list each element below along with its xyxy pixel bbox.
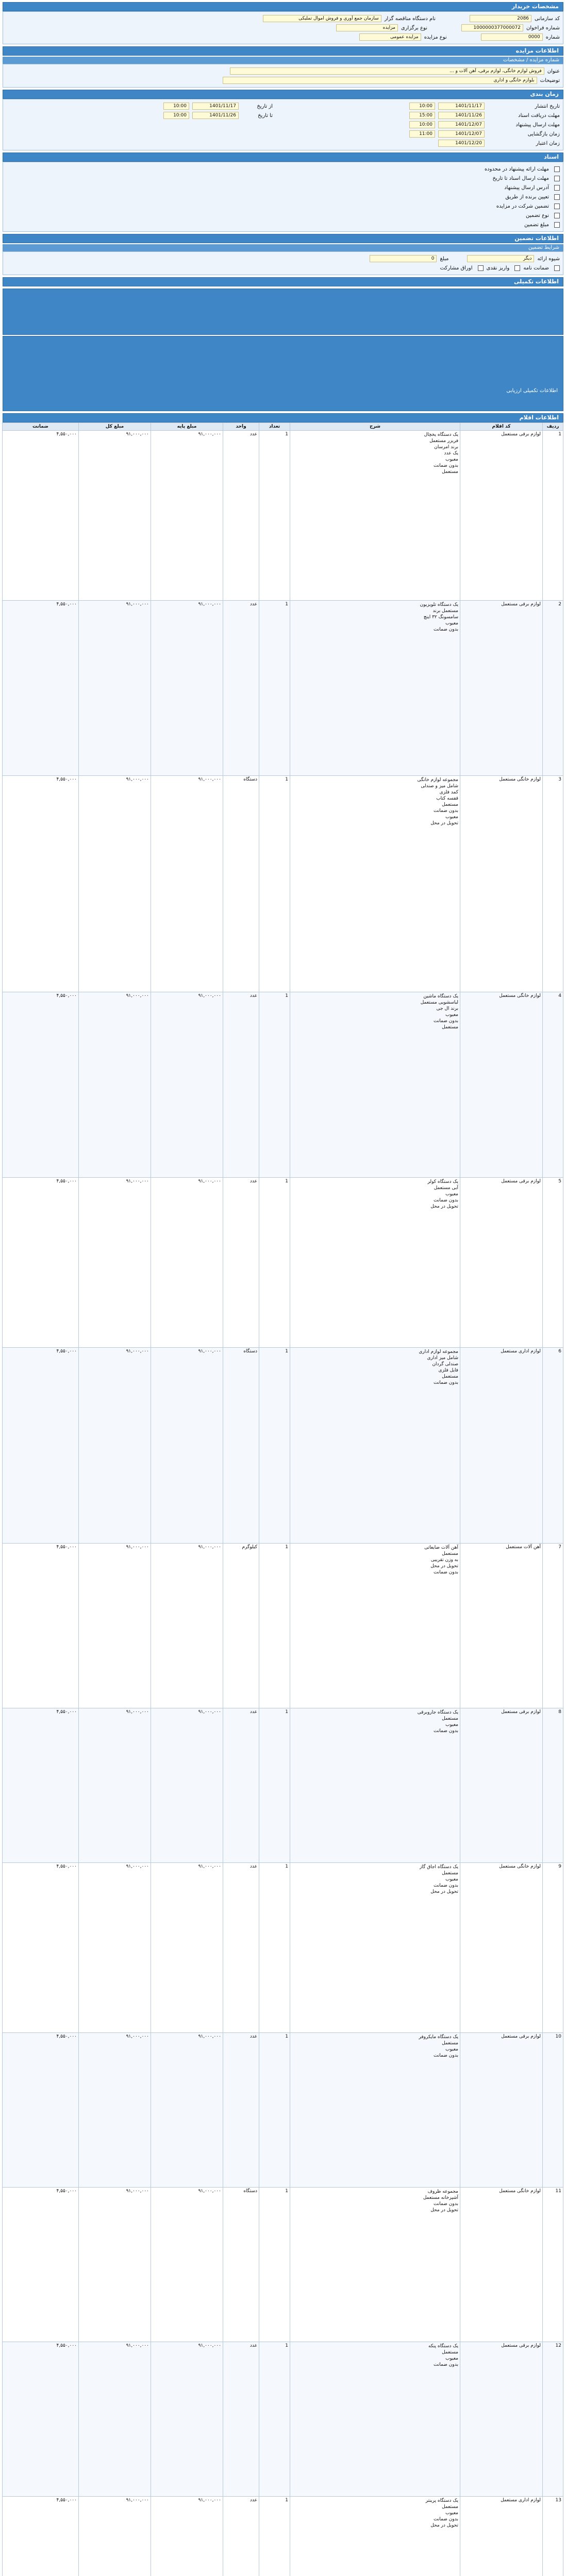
time-value: 11:00 [409, 130, 435, 138]
table-cell-unit: دستگاه [223, 776, 259, 992]
field-label: نام دستگاه مناقصه گزار [384, 15, 436, 22]
table-cell-desc: یک دستگاه اجاق گاز مستعمل معیوب بدون ضمانت تحویل در محل [290, 1863, 460, 2033]
items-table [2, 422, 563, 2576]
column-header: شرح [290, 423, 460, 431]
option-label: واریز نقدی [486, 265, 510, 271]
info-panel-lower [3, 336, 563, 411]
table-cell-desc: یک دستگاه تلویزیون مستعمل برند سامسونگ ۳۲ اینچ معیوب بدون ضمانت [290, 601, 460, 776]
field-label: نوع مزایده [424, 34, 447, 40]
table-cell-unit: کیلوگرم [223, 1544, 259, 1708]
table-cell-qty: 1 [259, 2188, 290, 2342]
table-cell-qty: 1 [259, 431, 290, 601]
table-cell-total: ۹۱,۰۰۰,۰۰۰ [79, 2188, 151, 2342]
check-label: مبلغ تضمین [524, 222, 549, 228]
field-label: مبلغ [440, 256, 449, 262]
table-cell-base: ۹۱,۰۰۰,۰۰۰ [151, 2033, 223, 2188]
items-title-bar [3, 413, 563, 422]
column-header: ضمانت [3, 423, 79, 431]
dates-title-bar [3, 90, 563, 99]
table-row [3, 1178, 563, 1348]
table-cell-code: آهن آلات مستعمل [460, 1544, 543, 1708]
table-cell-unit: عدد [223, 1178, 259, 1348]
table-cell-total: ۹۱,۰۰۰,۰۰۰ [79, 992, 151, 1178]
table-cell-qty: 1 [259, 776, 290, 992]
items-title: اطلاعات اقلام [519, 414, 559, 421]
table-cell-no: 4 [543, 992, 563, 1178]
blue-panel-title-bar [3, 277, 563, 286]
table-cell-desc: مجموعه لوازم اداری شامل میز اداری صندلی گردان فایل فلزی مستعمل بدون ضمانت [290, 1348, 460, 1544]
table-cell-unit: عدد [223, 431, 259, 601]
payment-title: اطلاعات تضمین [514, 235, 559, 242]
table-cell-g: ۴,۵۵۰,۰۰۰ [3, 1178, 79, 1348]
time-value: 10:00 [409, 103, 435, 110]
table-row [3, 2188, 563, 2342]
table-cell-qty: 1 [259, 2497, 290, 2576]
table-cell-unit: عدد [223, 1863, 259, 2033]
table-cell-base: ۹۱,۰۰۰,۰۰۰ [151, 1348, 223, 1544]
table-cell-qty: 1 [259, 1178, 290, 1348]
date-label: از تاریخ [257, 103, 273, 109]
table-cell-g: ۴,۵۵۰,۰۰۰ [3, 2033, 79, 2188]
info-panel [3, 289, 563, 335]
checkbox[interactable] [554, 194, 560, 200]
table-cell-base: ۹۱,۰۰۰,۰۰۰ [151, 2188, 223, 2342]
date-value: 1401/11/17 [438, 103, 485, 110]
table-cell-no: 2 [543, 601, 563, 776]
check-label: تضمین شرکت در مزایده [496, 203, 549, 209]
table-cell-desc: یک دستگاه یخچال فریزر مستعمل برند امرسان یک عدد معیوب بدون ضمانت مستعمل [290, 431, 460, 601]
table-cell-qty: 1 [259, 992, 290, 1178]
table-row [3, 1863, 563, 2033]
table-cell-g: ۴,۵۵۰,۰۰۰ [3, 776, 79, 992]
table-cell-code: لوازم خانگی مستعمل [460, 776, 543, 992]
radio-option[interactable] [514, 265, 520, 271]
field-value: 0000 [481, 33, 543, 41]
option-label: ضمانت نامه [523, 265, 549, 271]
table-cell-qty: 1 [259, 1544, 290, 1708]
table-cell-total: ۹۱,۰۰۰,۰۰۰ [79, 2497, 151, 2576]
column-header: مبلغ پایه [151, 423, 223, 431]
table-row [3, 431, 563, 601]
column-header: ردیف [543, 423, 563, 431]
table-cell-code: لوازم خانگی مستعمل [460, 992, 543, 1178]
payment-subtitle: شرایط تضمین [528, 245, 559, 250]
table-cell-code: لوازم خانگی مستعمل [460, 2188, 543, 2342]
table-cell-g: ۴,۵۵۰,۰۰۰ [3, 1863, 79, 2033]
blue-panel-title: اطلاعات تکمیلی [513, 278, 559, 285]
check-label: آدرس ارسال پیشنهاد [504, 184, 549, 191]
time-value: 10:00 [409, 121, 435, 128]
table-cell-code: لوازم برقی مستعمل [460, 2033, 543, 2188]
field-value: 0 [370, 255, 437, 262]
table-cell-qty: 1 [259, 1863, 290, 2033]
date-value: 1401/12/20 [438, 140, 485, 147]
field-value: فروش لوازم خانگی، لوازم برقی، آهن آلات و ... [230, 67, 544, 75]
table-cell-desc: یک دستگاه مایکروفر مستعمل معیوب بدون ضمانت [290, 2033, 460, 2188]
checkbox[interactable] [554, 176, 560, 181]
items-table-body [3, 431, 563, 2576]
field-label: توضیحات [540, 77, 560, 83]
table-cell-g: ۴,۵۵۰,۰۰۰ [3, 2342, 79, 2497]
field-value: 1000000377000072 [461, 24, 523, 31]
header-title-bar [3, 2, 563, 11]
field-label: شیوه ارائه [537, 256, 560, 262]
table-header-row [3, 423, 563, 431]
table-cell-no: 3 [543, 776, 563, 992]
column-header: کد اقلام [460, 423, 543, 431]
table-cell-unit: دستگاه [223, 2188, 259, 2342]
details-subtitle-bar [3, 57, 563, 64]
table-cell-no: 5 [543, 1178, 563, 1348]
details-title: اطلاعات مزایده [515, 47, 559, 54]
field-label: عنوان [547, 68, 560, 74]
table-cell-code: لوازم برقی مستعمل [460, 601, 543, 776]
table-cell-g: ۴,۵۵۰,۰۰۰ [3, 1348, 79, 1544]
checks-title-bar [3, 152, 563, 162]
column-header: تعداد [259, 423, 290, 431]
table-cell-qty: 1 [259, 2033, 290, 2188]
time-value: 15:00 [409, 112, 435, 119]
table-row [3, 1348, 563, 1544]
check-label: مهلت ارائه پیشنهاد در محدوده [484, 166, 549, 172]
date-value: 1401/12/07 [438, 121, 485, 128]
table-cell-base: ۹۱,۰۰۰,۰۰۰ [151, 2342, 223, 2497]
table-cell-unit: عدد [223, 2342, 259, 2497]
table-cell-total: ۹۱,۰۰۰,۰۰۰ [79, 776, 151, 992]
table-cell-total: ۹۱,۰۰۰,۰۰۰ [79, 1178, 151, 1348]
table-cell-total: ۹۱,۰۰۰,۰۰۰ [79, 1348, 151, 1544]
table-cell-base: ۹۱,۰۰۰,۰۰۰ [151, 1178, 223, 1348]
table-cell-desc: یک دستگاه پنکه مستعمل معیوب بدون ضمانت [290, 2342, 460, 2497]
header-title: مشخصات خریدار [511, 3, 559, 10]
option-label: اوراق مشارکت [440, 265, 473, 271]
column-header: مبلغ کل [79, 423, 151, 431]
dates-title: زمان بندی [530, 91, 559, 97]
header-fields [3, 11, 563, 44]
check-label: تعیین برنده از طریق [505, 194, 549, 200]
payment-fields [3, 251, 563, 275]
date-label: مهلت ارسال پیشنهاد [515, 122, 560, 128]
table-cell-g: ۴,۵۵۰,۰۰۰ [3, 2497, 79, 2576]
table-cell-total: ۹۱,۰۰۰,۰۰۰ [79, 1708, 151, 1863]
table-cell-base: ۹۱,۰۰۰,۰۰۰ [151, 1544, 223, 1708]
table-cell-total: ۹۱,۰۰۰,۰۰۰ [79, 601, 151, 776]
table-cell-unit: دستگاه [223, 1348, 259, 1544]
date-label: زمان اعتبار [536, 140, 560, 146]
table-cell-no: 12 [543, 2342, 563, 2497]
table-cell-base: ۹۱,۰۰۰,۰۰۰ [151, 992, 223, 1178]
table-cell-code: لوازم اداری مستعمل [460, 1348, 543, 1544]
table-cell-desc: مجموعه ظروف آشپزخانه مستعمل بدون ضمانت تحویل در محل [290, 2188, 460, 2342]
table-cell-g: ۴,۵۵۰,۰۰۰ [3, 431, 79, 601]
table-row [3, 1544, 563, 1708]
field-value: سازمان جمع آوری و فروش اموال تملیکی [263, 15, 381, 22]
table-row [3, 1708, 563, 1863]
table-row [3, 601, 563, 776]
table-cell-no: 6 [543, 1348, 563, 1544]
table-cell-total: ۹۱,۰۰۰,۰۰۰ [79, 2342, 151, 2497]
table-cell-total: ۹۱,۰۰۰,۰۰۰ [79, 1544, 151, 1708]
table-cell-no: 7 [543, 1544, 563, 1708]
field-value: مزایده عمومی [359, 33, 421, 41]
table-row [3, 776, 563, 992]
table-cell-base: ۹۱,۰۰۰,۰۰۰ [151, 1863, 223, 2033]
field-value: مزایده [336, 24, 398, 31]
table-cell-no: 8 [543, 1708, 563, 1863]
table-cell-code: لوازم اداری مستعمل [460, 2497, 543, 2576]
field-value: 2086 [470, 15, 531, 22]
date-label: زمان بازگشایی [527, 131, 560, 137]
field-label: کد سازمانی [535, 15, 560, 22]
field-value: دیگر [467, 255, 534, 262]
blue-panel-footer: اطلاعات تکمیلی ارزیابی [506, 388, 558, 394]
radio-option[interactable] [478, 265, 484, 271]
checkbox[interactable] [554, 213, 560, 218]
table-row [3, 2342, 563, 2497]
checkbox[interactable] [554, 166, 560, 172]
details-subtitle: شماره مزایده / مشخصات [503, 57, 559, 63]
checkbox[interactable] [554, 185, 560, 191]
table-cell-code: لوازم خانگی مستعمل [460, 1863, 543, 2033]
table-cell-code: لوازم برقی مستعمل [460, 1708, 543, 1863]
date-value: 1401/12/07 [438, 130, 485, 138]
table-cell-desc: یک دستگاه کولر آبی مستعمل معیوب بدون ضمانت تحویل در محل [290, 1178, 460, 1348]
table-cell-no: 9 [543, 1863, 563, 2033]
table-cell-total: ۹۱,۰۰۰,۰۰۰ [79, 431, 151, 601]
details-fields [3, 64, 563, 88]
table-cell-qty: 1 [259, 1348, 290, 1544]
details-title-bar [3, 46, 563, 56]
time-value: 10:00 [163, 112, 189, 119]
table-cell-g: ۴,۵۵۰,۰۰۰ [3, 601, 79, 776]
field-label: نوع برگزاری [401, 25, 427, 31]
table-cell-unit: عدد [223, 1708, 259, 1863]
table-cell-desc: یک دستگاه پرینتر مستعمل معیوب بدون ضمانت تحویل در محل [290, 2497, 460, 2576]
date-label: تاریخ انتشار [535, 103, 560, 109]
table-cell-total: ۹۱,۰۰۰,۰۰۰ [79, 2033, 151, 2188]
table-cell-total: ۹۱,۰۰۰,۰۰۰ [79, 1863, 151, 2033]
date-label: مهلت دریافت اسناد [518, 112, 560, 118]
radio-option[interactable] [554, 265, 560, 271]
table-cell-unit: عدد [223, 2033, 259, 2188]
column-header: واحد [223, 423, 259, 431]
date-label: تا تاریخ [258, 112, 273, 118]
field-label: شماره [545, 34, 560, 40]
date-value: 1401/11/17 [192, 103, 239, 110]
table-cell-no: 11 [543, 2188, 563, 2342]
time-value: 10:00 [163, 103, 189, 110]
table-row [3, 2033, 563, 2188]
field-label: شماره فراخوان [526, 25, 560, 31]
table-cell-unit: عدد [223, 2497, 259, 2576]
table-cell-base: ۹۱,۰۰۰,۰۰۰ [151, 1708, 223, 1863]
date-value: 1401/11/26 [438, 112, 485, 119]
dates-fields [3, 99, 563, 150]
checkbox[interactable] [554, 222, 560, 228]
table-cell-base: ۹۱,۰۰۰,۰۰۰ [151, 431, 223, 601]
checks-list [3, 162, 563, 232]
table-cell-g: ۴,۵۵۰,۰۰۰ [3, 992, 79, 1178]
page-root [3, 2, 563, 2576]
table-cell-qty: 1 [259, 2342, 290, 2497]
table-cell-no: 10 [543, 2033, 563, 2188]
checks-title: اسناد [544, 154, 559, 160]
table-cell-code: لوازم برقی مستعمل [460, 1178, 543, 1348]
table-cell-desc: آهن آلات ضایعاتی مستعمل به وزن تقریبی تحویل در محل بدون ضمانت [290, 1544, 460, 1708]
table-cell-code: لوازم برقی مستعمل [460, 2342, 543, 2497]
check-label: نوع تضمین [526, 212, 549, 218]
date-value: 1401/11/26 [192, 112, 239, 119]
table-cell-base: ۹۱,۰۰۰,۰۰۰ [151, 776, 223, 992]
table-cell-g: ۴,۵۵۰,۰۰۰ [3, 1708, 79, 1863]
table-cell-no: 1 [543, 431, 563, 601]
table-row [3, 992, 563, 1178]
table-cell-qty: 1 [259, 601, 290, 776]
table-cell-desc: مجموعه لوازم خانگی شامل میز و صندلی کمد فلزی قفسه کتاب مستعمل بدون ضمانت معیوب تحویل در محل [290, 776, 460, 992]
payment-title-bar [3, 234, 563, 243]
table-row [3, 2497, 563, 2576]
table-cell-g: ۴,۵۵۰,۰۰۰ [3, 2188, 79, 2342]
table-cell-unit: عدد [223, 992, 259, 1178]
table-cell-desc: یک دستگاه جاروبرقی مستعمل معیوب بدون ضمانت [290, 1708, 460, 1863]
table-cell-code: لوازم برقی مستعمل [460, 431, 543, 601]
checkbox[interactable] [554, 204, 560, 209]
field-value: بلوازم خانگی و اداری [223, 77, 537, 84]
table-cell-g: ۴,۵۵۰,۰۰۰ [3, 1544, 79, 1708]
table-cell-desc: یک دستگاه ماشین لباسشویی مستعمل برند ال جی معیوب بدون ضمانت مستعمل [290, 992, 460, 1178]
table-cell-no: 13 [543, 2497, 563, 2576]
check-label: مهلت ارسال اسناد تا تاریخ [492, 175, 549, 181]
table-cell-base: ۹۱,۰۰۰,۰۰۰ [151, 2497, 223, 2576]
table-cell-base: ۹۱,۰۰۰,۰۰۰ [151, 601, 223, 776]
table-cell-qty: 1 [259, 1708, 290, 1863]
table-cell-unit: عدد [223, 601, 259, 776]
payment-subtitle-bar [3, 244, 563, 251]
